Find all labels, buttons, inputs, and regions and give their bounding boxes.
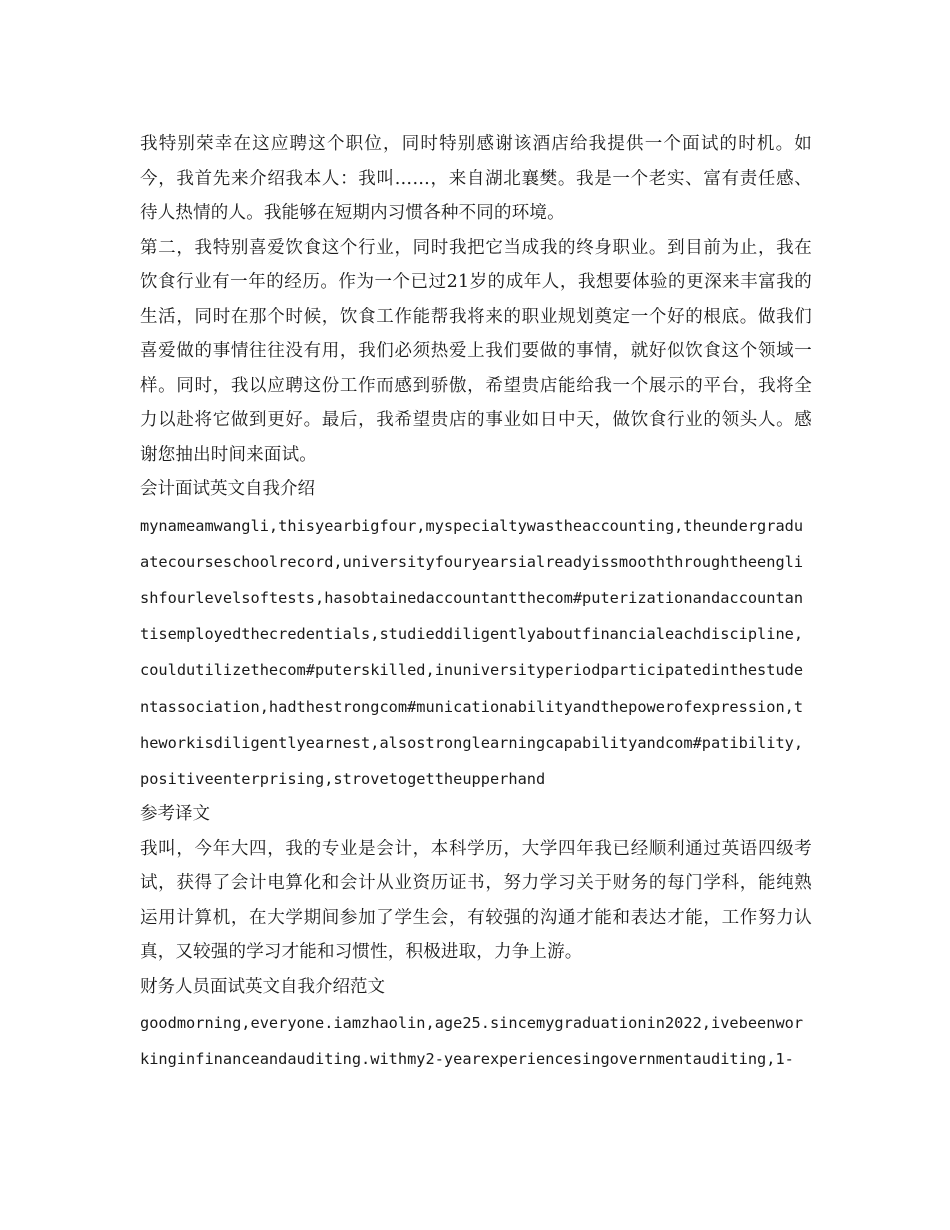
document-page xyxy=(140,127,812,1078)
finance-english-paragraph: goodmorning,everyone.iamzhaolin,age25.sincemygraduationin2022,ivebeenworkinginfinanceandauditing.withmy2-yearexperiencesingovernmentauditing,1- xyxy=(140,1014,804,1069)
translation-heading: 参考译文 xyxy=(140,804,210,825)
accounting-english-paragraph: mynameamwangli,thisyearbigfour,myspecialtywastheaccounting,theundergraduatecourseschoolrecord,universityfouryearsialreadyissmooththroughtheenglishfourlevelsoftests,hasobtainedaccountantthecom#puterizationandaccountantisemployedthecredentials,studieddiligentlyaboutfinancialeachdiscipline,couldutilizethecom#puterskilled,inuniversityperiodparticipatedinthestudentassociation,hadthestrongcom#municationabilityandthepowerofexpression,theworkisdiligentlyearnest,alsostronglearningcapabilityandcom#patibility,positiveenterprising,strovetogettheupperhand xyxy=(140,516,804,788)
translation-paragraph: 我叫，今年大四，我的专业是会计，本科学历，大学四年我已经顺利通过英语四级考试，获得了会计电算化和会计从业资历证书，努力学习关于财务的每门学科，能纯熟运用计算机，在大学期间参加了学生会，有较强的沟通才能和表达才能，工作努力认真，又较强的学习才能和习惯性，积极进取，力争上游。 xyxy=(140,838,812,963)
finance-heading: 财务人员面试英文自我介绍范文 xyxy=(140,976,385,997)
accounting-heading: 会计面试英文自我介绍 xyxy=(140,479,315,499)
second-paragraph: 第二，我特别喜爱饮食这个行业，同时我把它当成我的终身职业。到目前为止，我在饮食行业有一年的经历。作为一个已过21岁的成年人，我想要体验的更深来丰富我的生活，同时在那个时候，饮食工作能帮我将来的职业规划奠定一个好的根底。做我们喜爱做的事情往往没有用，我们必须热爱上我们要做的事情，就好似饮食这个领域一样。同时，我以应聘这份工作而感到骄傲，希望贵店能给我一个展示的平台，我将全力以赴将它做到更好。最后，我希望贵店的事业如日中天，做饮食行业的领头人。感谢您抽出时间来面试。 xyxy=(140,237,812,465)
intro-paragraph: 我特别荣幸在这应聘这个职位，同时特别感谢该酒店给我提供一个面试的时机。如今，我首先来介绍我本人：我叫……，来自湖北襄樊。我是一个老实、富有责任感、待人热情的人。我能够在短期内习惯各种不同的环境。 xyxy=(140,134,812,223)
